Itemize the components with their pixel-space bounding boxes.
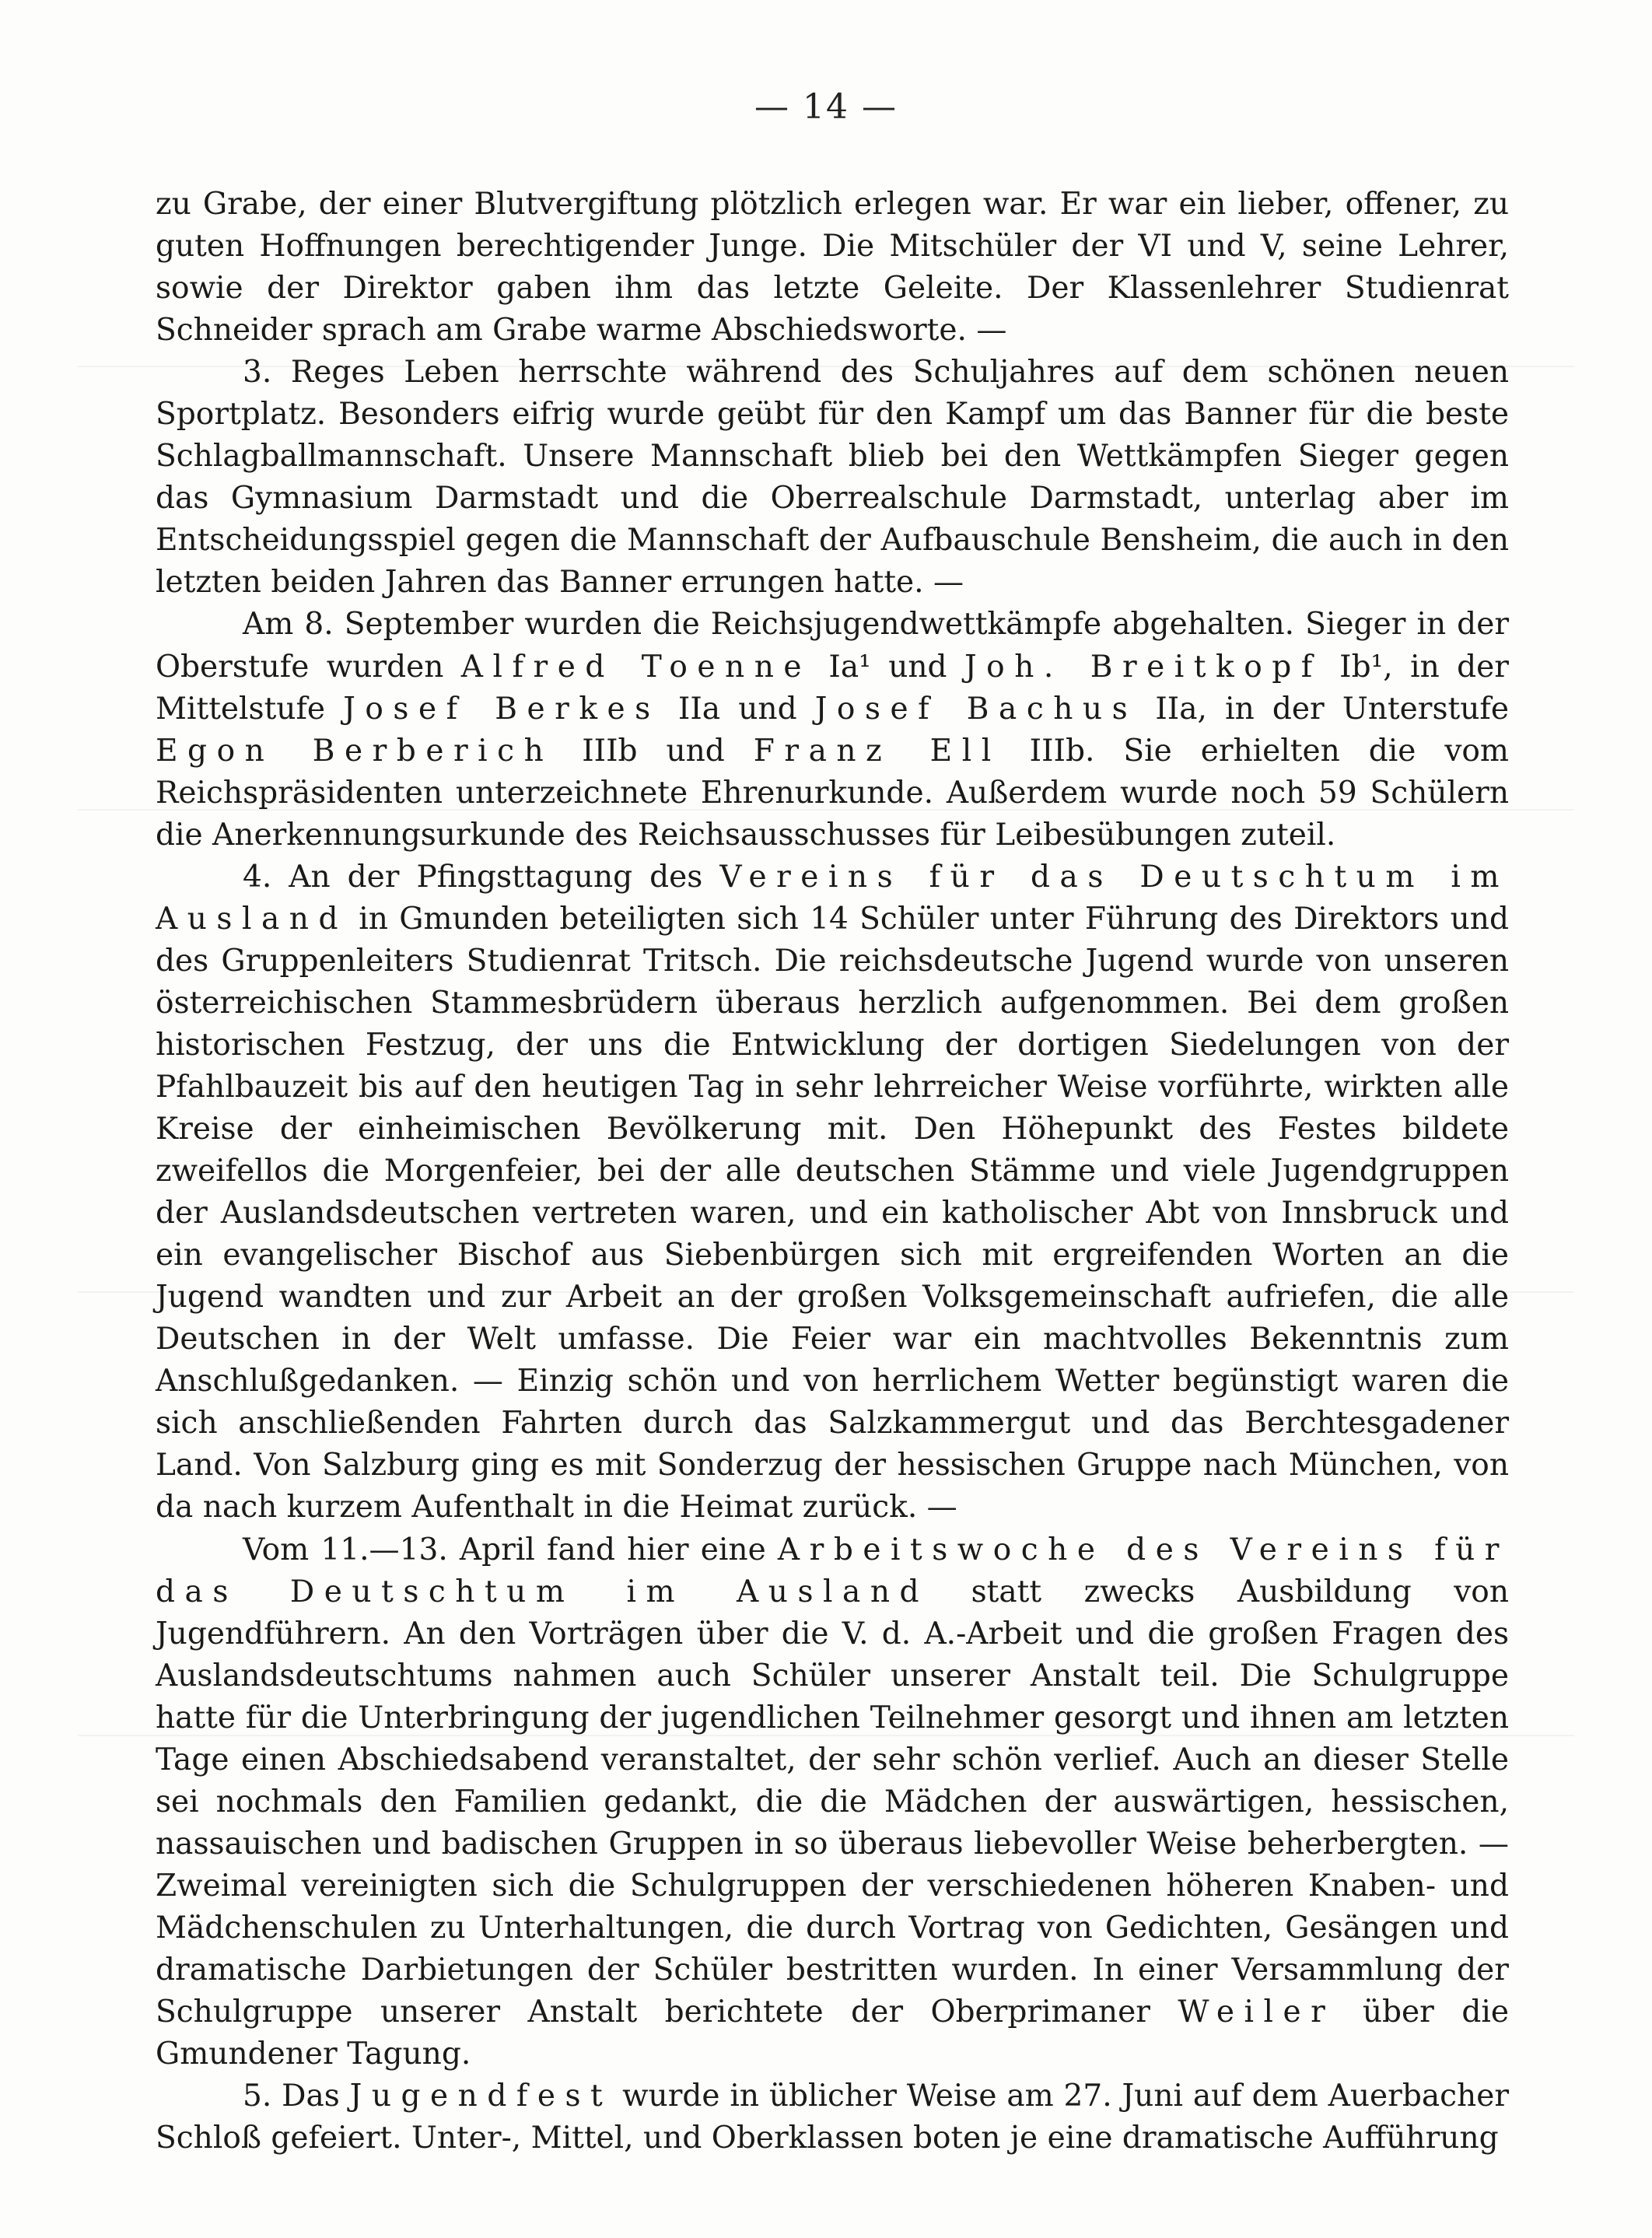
paragraph-text: statt zwecks Ausbildung von Jugendführern. An den Vorträgen über die V. d. A.-Arbeit und die großen Fragen des Auslandsdeutschtums nahmen auch Schüler unserer Anstalt teil. Die Schulgruppe hatte für die Unterbringung der jugendlichen Teilnehmer gesorgt und ihnen am letzten Tage einen Abschiedsabend veranstaltet, der sehr schön verlief. Auch an dieser Stelle sei nochmals den Familien gedankt, die die Mädchen der auswärtigen, hessischen, nassauischen und badischen Gruppen in so überaus liebevoller Weise beherbergten. — Zweimal vereinigten sich die Schulgruppen der verschiedenen höheren Knaben- und Mädchenschulen zu Unterhaltungen, die durch Vortrag von Gedichten, Gesängen und dramatische Darbietungen der Schüler bestritten wurden. In einer Versammlung der Schulgruppe unserer Anstalt berichtete der Oberprimaner [156, 1574, 1509, 2030]
body-text [156, 184, 1509, 2159]
emphasized-name: Vereins für das Deutschtum im Ausland [156, 859, 1509, 937]
paragraph-text: 3. Reges Leben herrschte während des Schuljahres auf dem schönen neuen Sportplatz. Besonders eifrig wurde geübt für den Kampf um das Banner für die beste Schlagballmannschaft. Unsere Mannschaft blieb bei den Wettkämpfen Sieger gegen das Gymnasium Darmstadt und die Oberrealschule Darmstadt, unterlag aber im Entscheidungsspiel gegen die Mannschaft der Aufbauschule Bensheim, die auch in den letzten beiden Jahren das Banner errungen hatte. — [156, 355, 1509, 601]
paragraph-text: in Gmunden beteiligten sich 14 Schüler unter Führung des Direktors und des Gruppenleiters Studienrat Tritsch. Die reichsdeutsche Jugend wurde von unseren österreichischen Stammesbrüdern überaus herzlich aufgenommen. Bei dem großen historischen Festzug, der uns die Entwicklung der dortigen Siedelungen von der Pfahlbauzeit bis auf den heutigen Tag in sehr lehrreicher Weise vorführte, wirkten alle Kreise der einheimischen Bevölkerung mit. Den Höhepunkt des Festes bildete zweifellos die Morgenfeier, bei der alle deutschen Stämme und viele Jugendgruppen der Auslandsdeutschen vertreten waren, und ein katholischer Abt von Innsbruck und ein evangelischer Bischof aus Siebenbürgen sich mit ergreifenden Worten an die Jugend wandten und zur Arbeit an der großen Volksgemeinschaft aufriefen, die alle Deutschen in der Welt umfasse. Die Feier war ein machtvolles Bekenntnis zum Anschlußgedanken. — Einzig schön und von herrlichem Wetter begünstigt waren die sich anschließenden Fahrten durch das Salzkammergut und das Berchtesgadener Land. Von Salzburg ging es mit Sonderzug der hessischen Gruppe nach München, von da nach kurzem Aufenthalt in die Heimat zurück. — [156, 901, 1509, 1525]
paragraph-text: wurde in üblicher Weise am 27. Juni auf dem Auerbacher Schloß gefeiert. Unter-, Mittel, und Oberklassen boten je eine dramatische Aufführung [156, 2079, 1510, 2156]
paragraph [156, 184, 1509, 352]
paragraph-text: Vom 11.—13. April fand hier eine [243, 1532, 778, 1567]
paragraph-text: IIIb. Sie erhielten die vom Reichspräsidenten unterzeichnete Ehrenurkunde. Außerdem wurde noch 59 Schülern die Anerkennungsurkunde des Reichsausschusses für Leibesübungen zuteil. [156, 733, 1509, 853]
emphasized-name: Franz Ell [753, 733, 1001, 769]
paragraph [156, 2075, 1509, 2159]
paragraph-text: über die Gmundener Tagung. [156, 1995, 1509, 2072]
paragraph-text: zu Grabe, der einer Blutvergiftung plötzlich erlegen war. Er war ein lieber, offener, zu guten Hoffnungen berechtigender Junge. Die Mitschüler der VI und V, seine Lehrer, sowie der Direktor gaben ihm das letzte Geleite. Der Klassenlehrer Studienrat Schneider sprach am Grabe warme Abschiedsworte. — [156, 187, 1509, 348]
paragraph-text: IIa und [660, 691, 815, 727]
emphasized-name: Weiler [1178, 1995, 1335, 2030]
paragraph-text: Ia¹ und [811, 649, 964, 685]
emphasized-name: Josef Berkes [343, 691, 660, 727]
paragraph [156, 604, 1509, 856]
emphasized-name: Joh. Breitkopf [964, 649, 1322, 685]
paragraph-text: 4. An der Pfingsttagung des [243, 859, 720, 895]
paragraph-text: Ib¹, in der Mittelstufe [156, 649, 1509, 727]
paragraph [156, 856, 1509, 1529]
paragraph-text: Am 8. September wurden die Reichsjugendwettkämpfe abgehalten. Sieger in der Oberstufe wurden [156, 607, 1509, 685]
paragraph [156, 352, 1509, 604]
paragraph-text: 5. Das [243, 2079, 350, 2114]
emphasized-name: Josef Bachus [814, 691, 1138, 727]
page-number: — 14 — [754, 87, 898, 127]
emphasized-name: Jugendfest [349, 2079, 613, 2114]
emphasized-name: Alfred Toenne [460, 649, 812, 685]
paragraph [156, 1529, 1509, 2076]
paragraph-text: IIa, in der Unterstufe [1137, 691, 1509, 727]
emphasized-name: Arbeitswoche des Vereins für das Deutschtum im Ausland [156, 1532, 1509, 1609]
paragraph-text: IIIb und [553, 733, 754, 769]
emphasized-name: Egon Berberich [156, 733, 554, 769]
